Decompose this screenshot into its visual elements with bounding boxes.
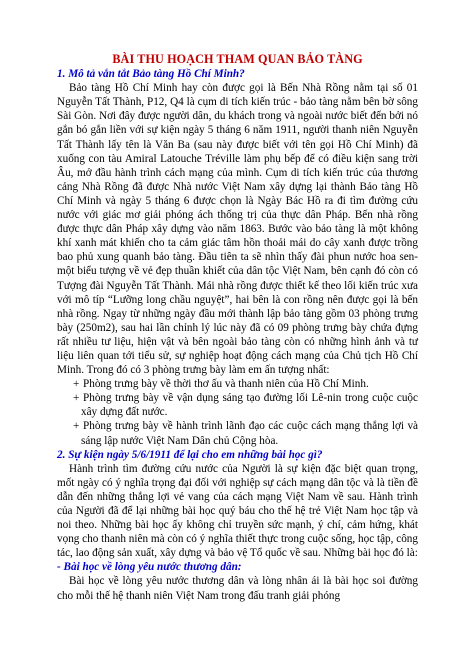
section-1-paragraph: Bảo tàng Hồ Chí Minh hay còn được gọi là Bến Nhà Rồng nằm tại số 01 Nguyễn Tất Thành, P12, Q4 là cụm di tích kiến trúc - bảo tàng nằm bên bờ sông Sài Gòn. Nơi đây được người dân, du khách trong và ngoài nước biết đến bởi nó gắn bó gắn liền với sự kiện ngày 5 tháng 6 năm 1911, người thanh niên Nguyễn Tất Thành lấy tên là Văn Ba (sau này được biết với tên gọi Hồ Chí Minh) đã xuống con tàu Amiral Latouche Tréville làm phụ bếp để có điều kiện sang trời Âu, mở đầu hành trình cách mạng của mình. Cụm di tích kiến trúc của thương cảng Nhà Rồng đã được Nhà nước Việt Nam xây dựng lại thành Bảo tàng Hồ Chí Minh và ngày 5 tháng 6 được chọn là Ngày Bác Hồ ra đi tìm đường cứu nước với giác mơ giải phóng ách thống trị của thực dân Pháp. Bến nhà rồng được thực dân Pháp xây dựng vào năm 1863. Bước vào bảo tàng là một không khí xanh mát khiến cho ta cảm giác tâm hồn thoải mái do cây xanh được trồng bao phủ xung quanh bảo tàng. Đầu tiên ta sẽ nhìn thấy đài phun nước hoa sen- một biểu tượng về vẻ đẹp thuần khiết của dân tộc Việt Nam, bên cạnh đó còn có Tượng đài Nguyễn Tất Thành. Mái nhà rồng được thiết kế theo lối kiến trúc xưa với mô típ “Lưỡng long chầu nguyệt”, hai bên là con rồng nên được gọi là bến nhà rồng. Ngay từ những ngày đầu mới thành lập bảo tàng gồm 03 phòng trưng bày (250m2), sau hai lần chỉnh lý lúc này đã có 09 phòng trưng bày chứa đựng rất nhiều tư liệu, hiện vật và bên ngoài bảo tàng còn có những hình ảnh và tư liệu liên quan tới tiểu sử, sự nghiệp hoạt động cách mạng của Chủ tịch Hồ Chí Minh. Trong đó có 3 phòng trưng bày làm em ấn tượng nhất:	[57, 82, 418, 377]
lesson-paragraph: Bài học về lòng yêu nước thương dân và lòng nhân ái là bài học soi đường cho mỗi thế hệ thanh niên Việt Nam trong đấu tranh giải phóng	[57, 575, 418, 602]
bullet-item	[57, 391, 418, 419]
lesson-subheading: - Bài học về lòng yêu nước thương dân:	[57, 561, 242, 574]
section-2-heading: 2. Sự kiện ngày 5/6/1911 để lại cho em những bài học gì?	[57, 448, 323, 461]
bullet-symbol: +	[73, 420, 80, 433]
bullet-item	[57, 377, 418, 391]
bullet-symbol: +	[73, 378, 80, 391]
section-2-paragraph: Hành trình tìm đường cứu nước của Người là sự kiện đặc biệt quan trọng, mốt ngày có ý nghĩa trọng đại đối với nghiệp sự cách mạng dân tộc và là tiền đề dẫn đến những thắng lợi vẻ vang của cách mạng Việt Nam về sau. Hành trình của Người đã để lại những bài học quý báu cho thế hệ trẻ Việt Nam học tập và noi theo. Những bài học ấy không chỉ truyền sức mạnh, ý chí, cảm hứng, khát vọng cho thanh niên mà còn có ý nghĩa thiết thực trong cuộc sống, học tập, công tác, lao động sản xuất, xây dựng và bảo vệ Tổ quốc về sau. Những bài học đó là:	[57, 462, 418, 560]
document-title: BÀI THU HOẠCH THAM QUAN BẢO TÀNG	[112, 52, 363, 66]
bullet-item	[57, 419, 418, 447]
bullet-text: Phòng trưng bày về thời thơ ấu và thanh niên của Hồ Chí Minh.	[83, 378, 369, 391]
section-1-heading: 1. Mô tả vắn tắt Bảo tàng Hồ Chí Minh?	[57, 68, 245, 81]
bullet-symbol: +	[73, 392, 80, 405]
bullet-text: Phòng trưng bày về vận dụng sáng tạo đường lối Lê-nin trong cuộc cuộc xây dựng đất nước.	[81, 392, 418, 419]
bullet-text: Phòng trưng bày về hành trình lãnh đạo các cuộc cách mạng thắng lợi và sáng lập nước Việt Nam Dân chủ Cộng hòa.	[81, 420, 418, 447]
